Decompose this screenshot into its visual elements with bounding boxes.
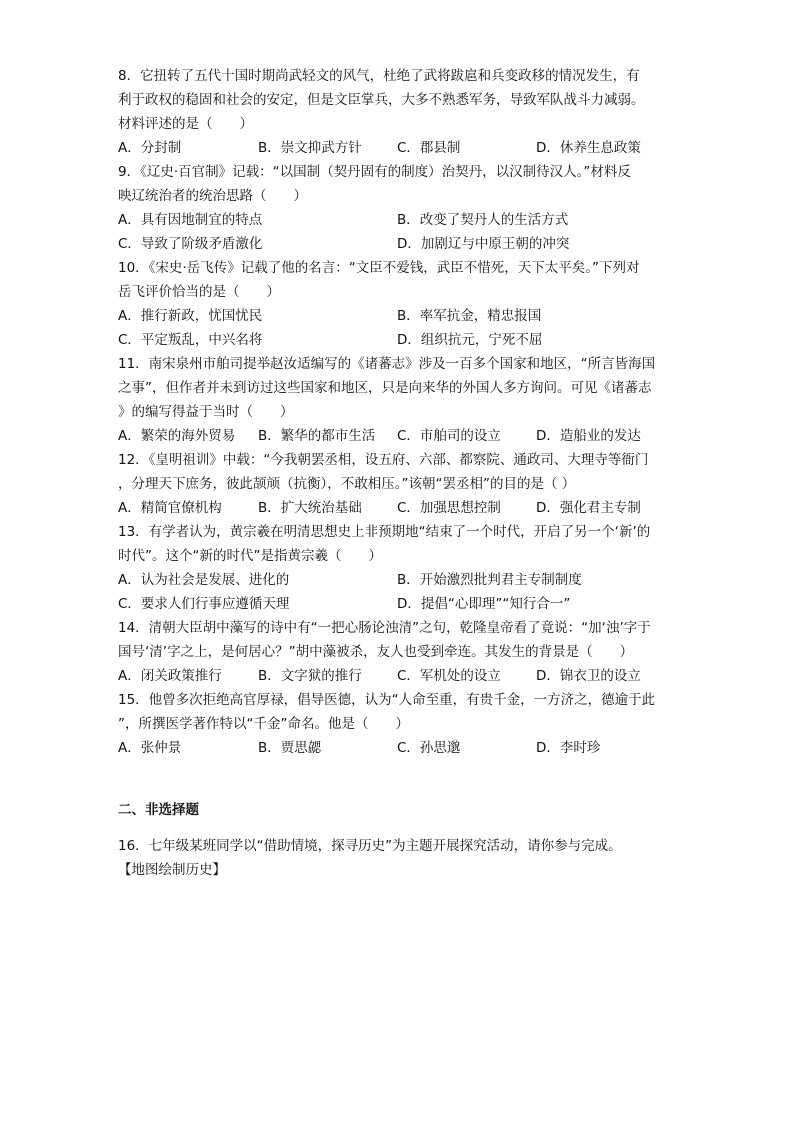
option-a: A．闭关政策推行 [118,668,222,684]
question-stem-line: 14．清朝大臣胡中藻写的诗中有“一把心肠论浊清”之句，乾隆皇帝看了竟说：“加‘浊’字于 [118,620,651,636]
option-a: A．繁荣的海外贸易 [118,428,236,444]
option-b: B．率军抗金，精忠报国 [397,308,542,324]
spacer [118,822,678,834]
question-15 [118,688,678,760]
option-d: D．强化君主专制 [536,500,641,516]
question-12 [118,448,678,520]
option-b: B．贾思勰 [258,740,322,756]
option-c: C．导致了阶级矛盾激化 [118,236,263,252]
options-row [118,592,678,616]
question-stem-line: 15．他曾多次拒绝高官厚禄，倡导医德，认为“人命至重，有贵千金，一方济之，德逾于此 [118,692,656,708]
options-row [118,328,678,352]
options-row [118,136,678,160]
options-row [118,304,678,328]
option-b: B．繁华的都市生活 [258,428,376,444]
question-stem-line: 之事”，但作者并未到访过这些国家和地区，只是向来华的外国人多方询问。可见《诸蕃志 [118,380,652,396]
question-13 [118,520,678,616]
option-d: D．组织抗元，宁死不屈 [397,332,543,348]
option-d: D．加剧辽与中原王朝的冲突 [397,236,570,252]
options-row [118,736,678,760]
option-b: B．扩大统治基础 [258,500,362,516]
options-row [118,232,678,256]
question-stem-line: 时代”。这个“新的时代”是指黄宗羲（ ） [118,548,382,564]
option-d: D．李时珍 [536,740,601,756]
question-10 [118,256,678,352]
option-c: C．军机处的设立 [397,668,501,684]
option-a: A．张仲景 [118,740,182,756]
question-stem-line: 11．南宋泉州市舶司提举赵汝适编写的《诸蕃志》涉及一百多个国家和地区，“所言皆海国 [118,356,656,372]
option-b: B．崇文抑武方针 [258,140,362,156]
question-stem-line: 国号‘清’字之上，是何居心？”胡中藻被杀，友人也受到牵连。其发生的背景是（ ） [118,644,634,660]
option-b: B．开始激烈批判君主专制制度 [397,572,582,588]
option-c: C．要求人们行事应遵循天理 [118,596,290,612]
question-stem-line: 岳飞评价恰当的是（ ） [118,284,280,300]
question-8 [118,64,678,160]
option-b: B．文字狱的推行 [258,668,362,684]
question-11 [118,352,678,448]
option-a: A．分封制 [118,140,182,156]
exam-page [118,64,678,882]
sub-heading: 【地图绘制历史】 [118,862,226,878]
question-14 [118,616,678,688]
option-a: A．推行新政，忧国忧民 [118,308,263,324]
question-stem-line: 10．《宋史·岳飞传》记载了他的名言：“文臣不爱钱，武臣不惜死，天下太平矣。”下列对 [118,260,640,276]
option-d: D．提倡“心即理”“知行合一” [397,596,571,612]
option-d: D．锦衣卫的设立 [536,668,641,684]
question-stem-line: 9．《辽史·百官制》记载：“以国制（契丹固有的制度）治契丹，以汉制待汉人。”材料反 [118,164,631,180]
question-stem-line: 13．有学者认为，黄宗羲在明清思想史上非预期地“结束了一个时代，开启了另一个‘新’的 [118,524,651,540]
option-c: C．平定叛乱，中兴名将 [118,332,263,348]
question-stem-line: ，分理天下庶务，彼此颉颃（抗衡），不敢相压。”该朝“罢丞相”的目的是（ ） [118,476,576,492]
question-stem-line: 材料评述的是（ ） [118,116,253,132]
options-row [118,496,678,520]
question-stem-line: 利于政权的稳固和社会的安定，但是文臣掌兵，大多不熟悉军务，导致军队战斗力减弱。 [118,92,645,108]
option-a: A．具有因地制宜的特点 [118,212,263,228]
question-stem-line: 12．《皇明祖训》中载：“今我朝罢丞相，设五府、六部、都察院、通政司、大理寺等衙门 [118,452,649,468]
question-16-stem: 16．七年级某班同学以“借助情境，探寻历史”为主题开展探究活动，请你参与完成。 [118,838,622,854]
option-b: B．改变了契丹人的生活方式 [397,212,569,228]
option-d: D．休养生息政策 [536,140,641,156]
section-heading: 二、非选择题 [118,802,199,818]
option-d: D．造船业的发达 [536,428,641,444]
question-stem-line: 映辽统治者的统治思路（ ） [118,188,307,204]
option-c: C．郡县制 [397,140,461,156]
options-row [118,568,678,592]
options-row [118,664,678,688]
question-stem-line: ”，所撰医学著作特以“千金”命名。他是（ ） [118,716,409,732]
option-c: C．市舶司的设立 [397,428,501,444]
options-row [118,424,678,448]
option-c: C．孙思邈 [397,740,461,756]
option-c: C．加强思想控制 [397,500,501,516]
question-stem-line: 8．它扭转了五代十国时期尚武轻文的风气，杜绝了武将跋扈和兵变政移的情况发生，有 [118,68,640,84]
options-row [118,208,678,232]
option-a: A．认为社会是发展、进化的 [118,572,290,588]
question-stem-line: 》的编写得益于当时（ ） [118,404,294,420]
question-9 [118,160,678,256]
option-a: A．精简官僚机构 [118,500,222,516]
